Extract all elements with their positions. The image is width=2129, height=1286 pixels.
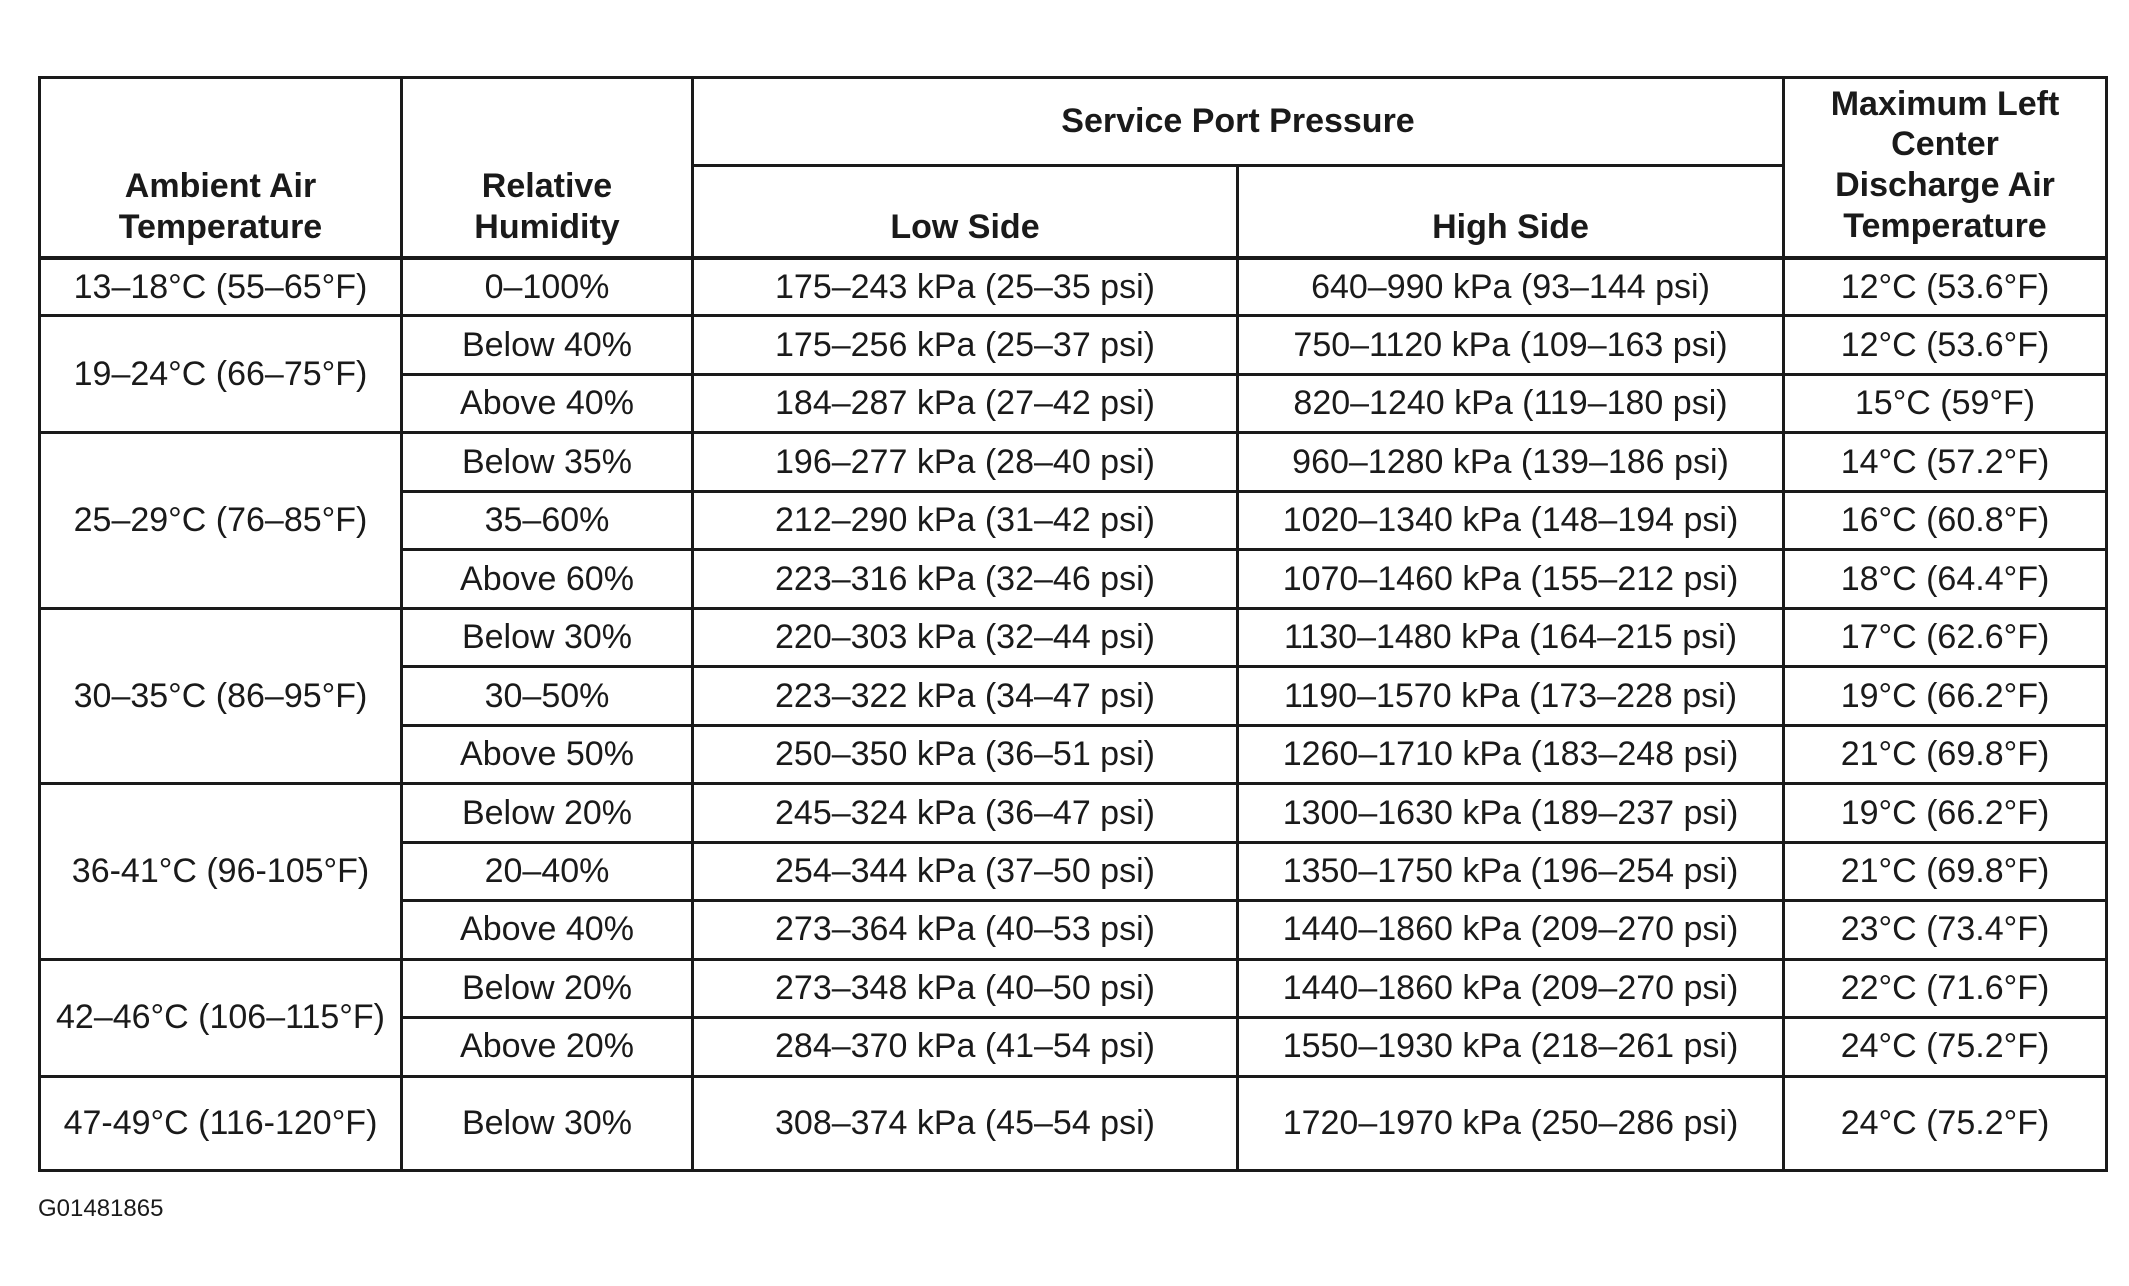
header-service-port-pressure: Service Port Pressure	[693, 78, 1784, 166]
cell-relative-humidity: Above 50%	[402, 725, 693, 783]
cell-high-side-pressure: 640–990 kPa (93–144 psi)	[1238, 258, 1784, 316]
cell-high-side-pressure: 1260–1710 kPa (183–248 psi)	[1238, 725, 1784, 783]
cell-low-side-pressure: 223–316 kPa (32–46 psi)	[693, 550, 1238, 608]
cell-discharge-air-temperature: 19°C (66.2°F)	[1784, 784, 2107, 842]
cell-discharge-air-temperature: 24°C (75.2°F)	[1784, 1076, 2107, 1170]
cell-relative-humidity: 20–40%	[402, 842, 693, 900]
cell-low-side-pressure: 175–243 kPa (25–35 psi)	[693, 258, 1238, 316]
cell-low-side-pressure: 220–303 kPa (32–44 psi)	[693, 608, 1238, 666]
cell-low-side-pressure: 250–350 kPa (36–51 psi)	[693, 725, 1238, 783]
cell-ambient-temperature: 30–35°C (86–95°F)	[40, 608, 402, 783]
cell-ambient-temperature: 47-49°C (116-120°F)	[40, 1076, 402, 1170]
cell-relative-humidity: 0–100%	[402, 258, 693, 316]
cell-relative-humidity: Above 40%	[402, 901, 693, 959]
cell-relative-humidity: Above 60%	[402, 550, 693, 608]
cell-discharge-air-temperature: 21°C (69.8°F)	[1784, 725, 2107, 783]
cell-ambient-temperature: 36-41°C (96-105°F)	[40, 784, 402, 959]
cell-relative-humidity: 35–60%	[402, 491, 693, 549]
table-row	[40, 258, 2107, 316]
table-row	[40, 1076, 2107, 1170]
cell-discharge-air-temperature: 12°C (53.6°F)	[1784, 316, 2107, 374]
cell-relative-humidity: Below 20%	[402, 959, 693, 1017]
cell-high-side-pressure: 1440–1860 kPa (209–270 psi)	[1238, 959, 1784, 1017]
cell-discharge-air-temperature: 24°C (75.2°F)	[1784, 1018, 2107, 1076]
cell-low-side-pressure: 308–374 kPa (45–54 psi)	[693, 1076, 1238, 1170]
cell-high-side-pressure: 750–1120 kPa (109–163 psi)	[1238, 316, 1784, 374]
header-max-discharge-air-temperature: Maximum Left Center Discharge Air Temperature	[1784, 78, 2107, 258]
cell-high-side-pressure: 1300–1630 kPa (189–237 psi)	[1238, 784, 1784, 842]
cell-relative-humidity: Below 40%	[402, 316, 693, 374]
cell-discharge-air-temperature: 21°C (69.8°F)	[1784, 842, 2107, 900]
cell-high-side-pressure: 1440–1860 kPa (209–270 psi)	[1238, 901, 1784, 959]
cell-low-side-pressure: 273–364 kPa (40–53 psi)	[693, 901, 1238, 959]
header-relative-humidity: Relative Humidity	[402, 78, 693, 258]
cell-high-side-pressure: 1550–1930 kPa (218–261 psi)	[1238, 1018, 1784, 1076]
cell-low-side-pressure: 196–277 kPa (28–40 psi)	[693, 433, 1238, 491]
cell-discharge-air-temperature: 17°C (62.6°F)	[1784, 608, 2107, 666]
cell-low-side-pressure: 254–344 kPa (37–50 psi)	[693, 842, 1238, 900]
cell-relative-humidity: Above 20%	[402, 1018, 693, 1076]
cell-discharge-air-temperature: 23°C (73.4°F)	[1784, 901, 2107, 959]
cell-ambient-temperature: 42–46°C (106–115°F)	[40, 959, 402, 1076]
cell-ambient-temperature: 25–29°C (76–85°F)	[40, 433, 402, 608]
cell-discharge-air-temperature: 18°C (64.4°F)	[1784, 550, 2107, 608]
cell-discharge-air-temperature: 15°C (59°F)	[1784, 374, 2107, 432]
cell-low-side-pressure: 184–287 kPa (27–42 psi)	[693, 374, 1238, 432]
header-low-side: Low Side	[693, 166, 1238, 258]
table-row	[40, 433, 2107, 491]
cell-relative-humidity: Above 40%	[402, 374, 693, 432]
cell-ambient-temperature: 19–24°C (66–75°F)	[40, 316, 402, 433]
cell-relative-humidity: Below 20%	[402, 784, 693, 842]
table-header	[40, 78, 2107, 258]
cell-relative-humidity: Below 30%	[402, 1076, 693, 1170]
cell-relative-humidity: 30–50%	[402, 667, 693, 725]
cell-high-side-pressure: 1130–1480 kPa (164–215 psi)	[1238, 608, 1784, 666]
table-row	[40, 784, 2107, 842]
cell-high-side-pressure: 1020–1340 kPa (148–194 psi)	[1238, 491, 1784, 549]
cell-discharge-air-temperature: 14°C (57.2°F)	[1784, 433, 2107, 491]
table-row	[40, 608, 2107, 666]
cell-low-side-pressure: 212–290 kPa (31–42 psi)	[693, 491, 1238, 549]
cell-high-side-pressure: 960–1280 kPa (139–186 psi)	[1238, 433, 1784, 491]
table-body	[40, 258, 2107, 1171]
cell-low-side-pressure: 223–322 kPa (34–47 psi)	[693, 667, 1238, 725]
header-ambient-air-temperature: Ambient Air Temperature	[40, 78, 402, 258]
table-row	[40, 316, 2107, 374]
figure-id: G01481865	[38, 1195, 164, 1222]
cell-high-side-pressure: 1070–1460 kPa (155–212 psi)	[1238, 550, 1784, 608]
cell-relative-humidity: Below 30%	[402, 608, 693, 666]
cell-discharge-air-temperature: 12°C (53.6°F)	[1784, 258, 2107, 316]
cell-high-side-pressure: 1720–1970 kPa (250–286 psi)	[1238, 1076, 1784, 1170]
cell-discharge-air-temperature: 16°C (60.8°F)	[1784, 491, 2107, 549]
cell-low-side-pressure: 284–370 kPa (41–54 psi)	[693, 1018, 1238, 1076]
cell-low-side-pressure: 175–256 kPa (25–37 psi)	[693, 316, 1238, 374]
cell-ambient-temperature: 13–18°C (55–65°F)	[40, 258, 402, 316]
table-row	[40, 959, 2107, 1017]
header-high-side: High Side	[1238, 166, 1784, 258]
pressure-temperature-table	[38, 76, 2108, 1172]
cell-low-side-pressure: 273–348 kPa (40–50 psi)	[693, 959, 1238, 1017]
cell-discharge-air-temperature: 19°C (66.2°F)	[1784, 667, 2107, 725]
cell-high-side-pressure: 1190–1570 kPa (173–228 psi)	[1238, 667, 1784, 725]
cell-high-side-pressure: 1350–1750 kPa (196–254 psi)	[1238, 842, 1784, 900]
cell-discharge-air-temperature: 22°C (71.6°F)	[1784, 959, 2107, 1017]
cell-relative-humidity: Below 35%	[402, 433, 693, 491]
cell-low-side-pressure: 245–324 kPa (36–47 psi)	[693, 784, 1238, 842]
cell-high-side-pressure: 820–1240 kPa (119–180 psi)	[1238, 374, 1784, 432]
